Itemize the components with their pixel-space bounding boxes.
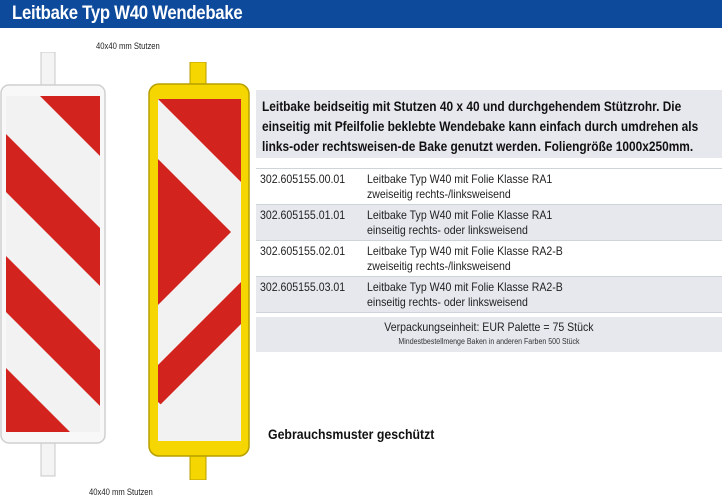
article-number: 302.605155.03.01 (260, 280, 346, 294)
table-row (256, 276, 722, 313)
utility-model-note: Gebrauchsmuster geschützt (268, 426, 435, 442)
packaging-unit: Verpackungseinheit: EUR Palette = 75 Stück (384, 320, 594, 334)
article-number: 302.605155.01.01 (260, 208, 346, 222)
table-row (256, 240, 722, 276)
top-stutzen-label: 40x40 mm Stutzen (96, 41, 160, 51)
product-description: Leitbake beidseitig mit Stutzen 40 x 40 und durchgehendem Stützrohr. Die einseitig mit Pfeilfolie beklebte Wendebake kann einfach durch umdrehen als links-oder rechtsweisen-de Bake genutzt werden. Foliengröße 1000x250mm. (262, 98, 699, 154)
article-description: Leitbake Typ W40 mit Folie Klasse RA1 zweiseitig rechts-/linksweisend (367, 172, 553, 201)
product-table (256, 168, 722, 313)
bottom-stutzen-label: 40x40 mm Stutzen (89, 487, 153, 497)
article-number: 302.605155.00.01 (260, 172, 346, 186)
article-description: Leitbake Typ W40 mit Folie Klasse RA2-B zweiseitig rechts-/linksweisend (367, 244, 563, 273)
packaging-box (256, 317, 722, 352)
table-row (256, 168, 722, 204)
description-box (256, 90, 722, 158)
article-number: 302.605155.02.01 (260, 244, 346, 258)
article-description: Leitbake Typ W40 mit Folie Klasse RA2-B einseitig rechts- oder linksweisend (367, 280, 563, 309)
page-title: Leitbake Typ W40 Wendebake (12, 3, 243, 24)
table-row (256, 204, 722, 240)
page-header (0, 0, 722, 28)
white-beacon-image (0, 52, 125, 477)
minimum-order-note: Mindestbestellmenge Baken in anderen Farben 500 Stück (398, 337, 580, 346)
article-description: Leitbake Typ W40 mit Folie Klasse RA1 einseitig rechts- oder linksweisend (367, 208, 553, 237)
yellow-beacon-image (143, 62, 255, 480)
